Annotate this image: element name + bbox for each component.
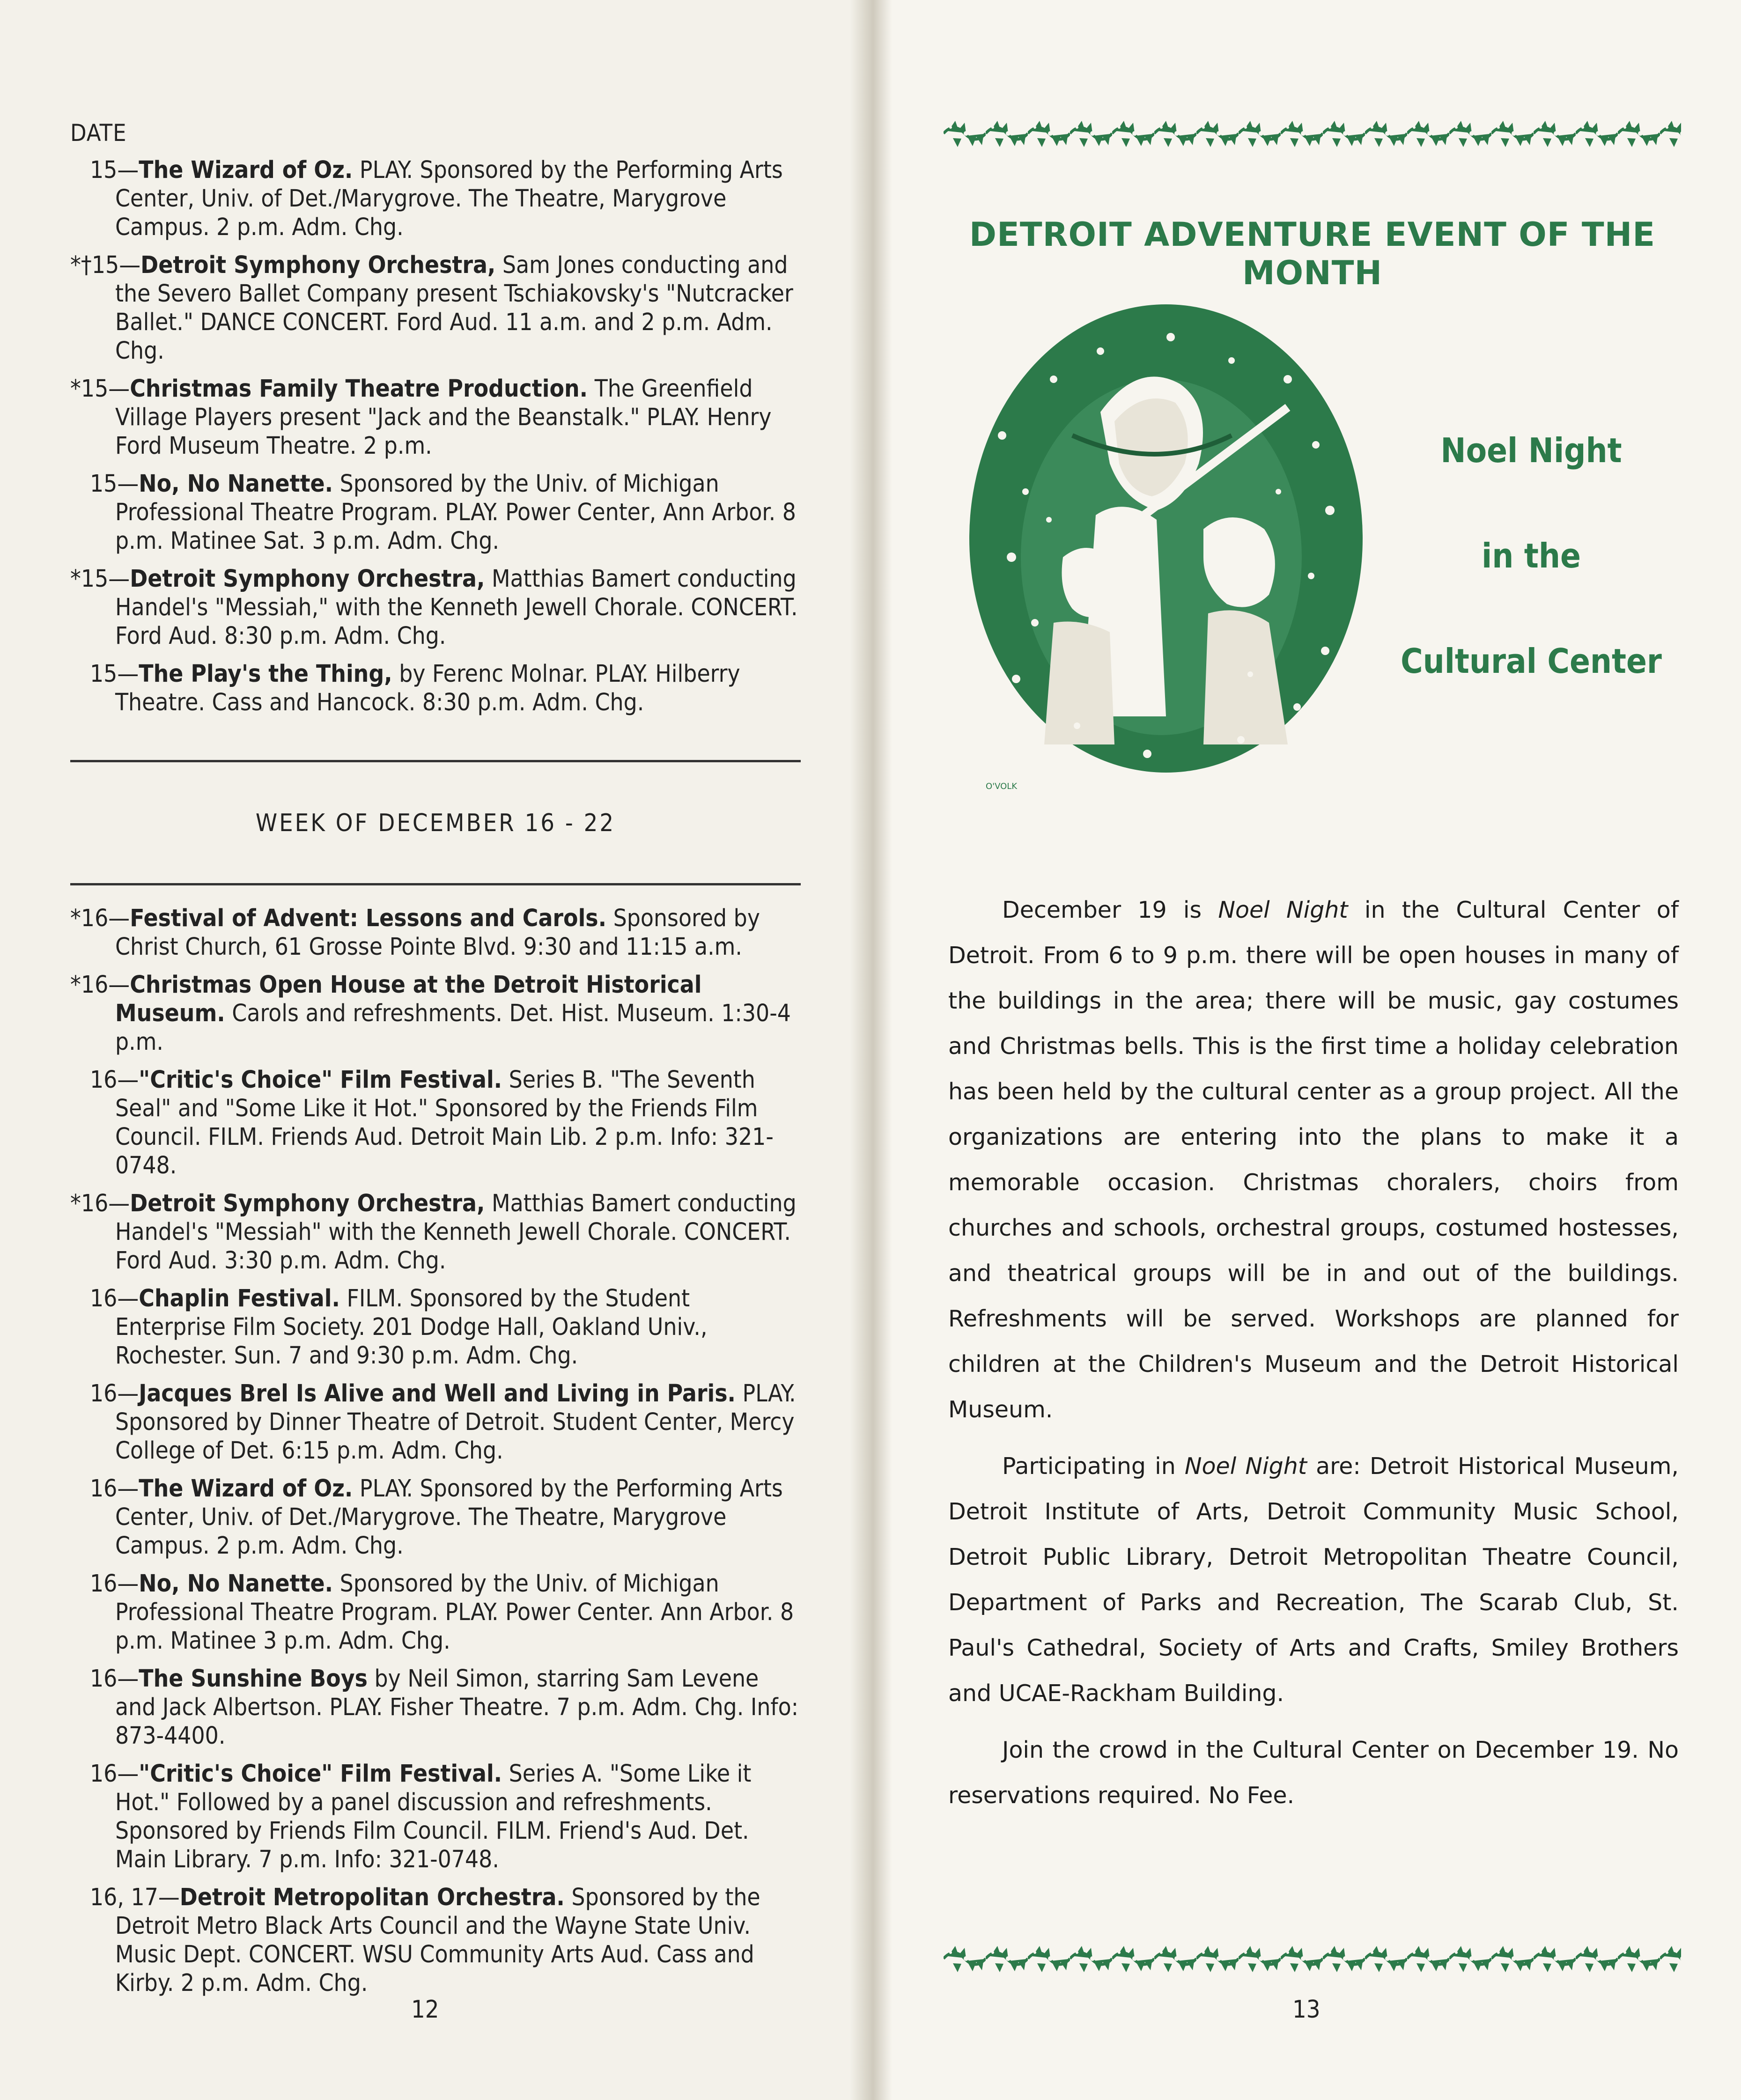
holly-border-icon — [944, 117, 1681, 150]
event-entry: 16, 17—Detroit Metropolitan Orchestra. Sponsored by the Detroit Metro Black Arts Council and the Wayne State Univ. Music Dept. CONCERT. WSU Community Arts Aud. Cass and Kirby. 2 p.m. Adm. Chg. — [90, 1884, 760, 1997]
event-of-month-title: DETROIT ADVENTURE EVENT OF THE MONTH — [969, 215, 1656, 292]
page-number-right: 13 — [1292, 1996, 1321, 2024]
paragraph-2: Participating in Noel Night are: Detroit Historical Museum, Detroit Institute of Arts, Detroit Community Music School, Detroit Public Library, Detroit Metropolitan Theatre Council, Department of Parks and Recreation, The Scarab Club, St. Paul's Cathedral, Society of Arts and Crafts, Smiley Brothers and UCAE-Rackham Building. — [948, 1453, 1679, 1707]
left-page — [0, 0, 864, 2100]
carolers-wreath-icon — [960, 295, 1372, 817]
event-entry: *15—Christmas Family Theatre Production. The Greenfield Village Players present "Jack and the Beanstalk." PLAY. Henry Ford Museum Theatre. 2 p.m. — [70, 375, 772, 460]
event-entry: *†15—Detroit Symphony Orchestra, Sam Jones conducting and the Severo Ballet Company present Tschiakovsky's "Nutcracker Ballet." DANCE CONCERT. Ford Aud. 11 a.m. and 2 p.m. Adm. Chg. — [70, 251, 793, 365]
entries-week-16-22 — [70, 904, 801, 1997]
event-entry: 16—No, No Nanette. Sponsored by the Univ. of Michigan Professional Theatre Program. PLAY. Power Center. Ann Arbor. 8 p.m. Matinee 3 p.m. Adm. Chg. — [90, 1570, 794, 1655]
event-entry: *16—Detroit Symphony Orchestra, Matthias Bamert conducting Handel's "Messiah" with the Kenneth Jewell Chorale. CONCERT. Ford Aud. 3:30 p.m. Adm. Chg. — [70, 1190, 797, 1275]
holly-garland-top — [944, 117, 1681, 150]
paragraph-3: Join the crowd in the Cultural Center on December 19. No reservations required. No Fee. — [948, 1737, 1679, 1809]
subtitle-line-3: Cultural Center — [1401, 641, 1662, 681]
week-heading: WEEK OF DECEMBER 16 - 22 — [255, 809, 616, 837]
section-rule-bottom — [70, 883, 801, 885]
carolers-illustration — [960, 295, 1372, 817]
event-entry: 15—The Play's the Thing, by Ferenc Molnar. PLAY. Hilberry Theatre. Cass and Hancock. 8:30 p.m. Adm. Chg. — [90, 660, 740, 716]
event-listing — [70, 119, 801, 2007]
subtitle-line-2: in the — [1482, 536, 1581, 575]
event-entry: 16—Chaplin Festival. FILM. Sponsored by the Student Enterprise Film Society. 201 Dodge Hall, Oakland Univ., Rochester. Sun. 7 and 9:30 p.m. Adm. Chg. — [90, 1285, 708, 1370]
event-entry: 16—The Sunshine Boys by Neil Simon, starring Sam Levene and Jack Albertson. PLAY. Fisher Theatre. 7 p.m. Adm. Chg. Info: 873-4400. — [90, 1665, 799, 1750]
page-number-left: 12 — [411, 1996, 439, 2024]
paragraph-1: December 19 is Noel Night in the Cultural Center of Detroit. From 6 to 9 p.m. there will be open houses in many of the buildings in the area; there will be music, gay costumes and Christmas bells. This is the first time a holiday celebration has been held by the cultural center as a group project. All the organizations are entering into the plans to make it a memorable occasion. Christmas choralers, choirs from churches and schools, orchestral groups, costumed hostesses, and theatrical groups will be in and out of the buildings. Refreshments will be served. Workshops are planned for children at the Children's Museum and the Detroit Historical Museum. — [948, 897, 1679, 1423]
holly-garland-bottom — [944, 1942, 1681, 1975]
event-entry: 15—No, No Nanette. Sponsored by the Univ. of Michigan Professional Theatre Program. PLAY. Power Center, Ann Arbor. 8 p.m. Matinee Sat. 3 p.m. Adm. Chg. — [90, 470, 796, 555]
event-entry: 16—Jacques Brel Is Alive and Well and Living in Paris. PLAY. Sponsored by Dinner Theatre of Detroit. Student Center, Mercy College of Det. 6:15 p.m. Adm. Chg. — [90, 1380, 796, 1465]
event-entry: 16—"Critic's Choice" Film Festival. Series A. "Some Like it Hot." Followed by a panel discussion and refreshments. Sponsored by Friends Film Council. FILM. Friend's Aud. Det. Main Library. 7 p.m. Info: 321-0748. — [90, 1760, 752, 1873]
holly-border-icon — [944, 1942, 1681, 1975]
event-entry: 15—The Wizard of Oz. PLAY. Sponsored by the Performing Arts Center, Univ. of Det./Marygrove. The Theatre, Marygrove Campus. 2 p.m. Adm. Chg. — [90, 156, 783, 241]
entries-week-15 — [70, 156, 801, 717]
event-entry: *16—Christmas Open House at the Detroit Historical Museum. Carols and refreshments. Det. Hist. Museum. 1:30-4 p.m. — [70, 971, 791, 1056]
event-entry: 16—The Wizard of Oz. PLAY. Sponsored by the Performing Arts Center, Univ. of Det./Marygrove. The Theatre, Marygrove Campus. 2 p.m. Adm. Chg. — [90, 1475, 783, 1560]
event-entry: *16—Festival of Advent: Lessons and Carols. Sponsored by Christ Church, 61 Grosse Pointe Blvd. 9:30 and 11:15 a.m. — [70, 905, 760, 961]
event-entry: 16—"Critic's Choice" Film Festival. Series B. "The Seventh Seal" and "Some Like it Hot." Sponsored by the Friends Film Council. FILM. Friends Aud. Detroit Main Lib. 2 p.m. Info: 321-0748. — [90, 1066, 774, 1179]
book-gutter — [850, 0, 892, 2100]
event-description — [948, 887, 1679, 1829]
date-column-header: DATE — [70, 119, 127, 147]
event-entry: *15—Detroit Symphony Orchestra, Matthias Bamert conducting Handel's "Messiah," with the Kenneth Jewell Chorale. CONCERT. Ford Aud. 8:30 p.m. Adm. Chg. — [70, 565, 798, 650]
illustration-signature: O'VOLK — [986, 781, 1018, 791]
subtitle-line-1: Noel Night — [1440, 431, 1622, 470]
